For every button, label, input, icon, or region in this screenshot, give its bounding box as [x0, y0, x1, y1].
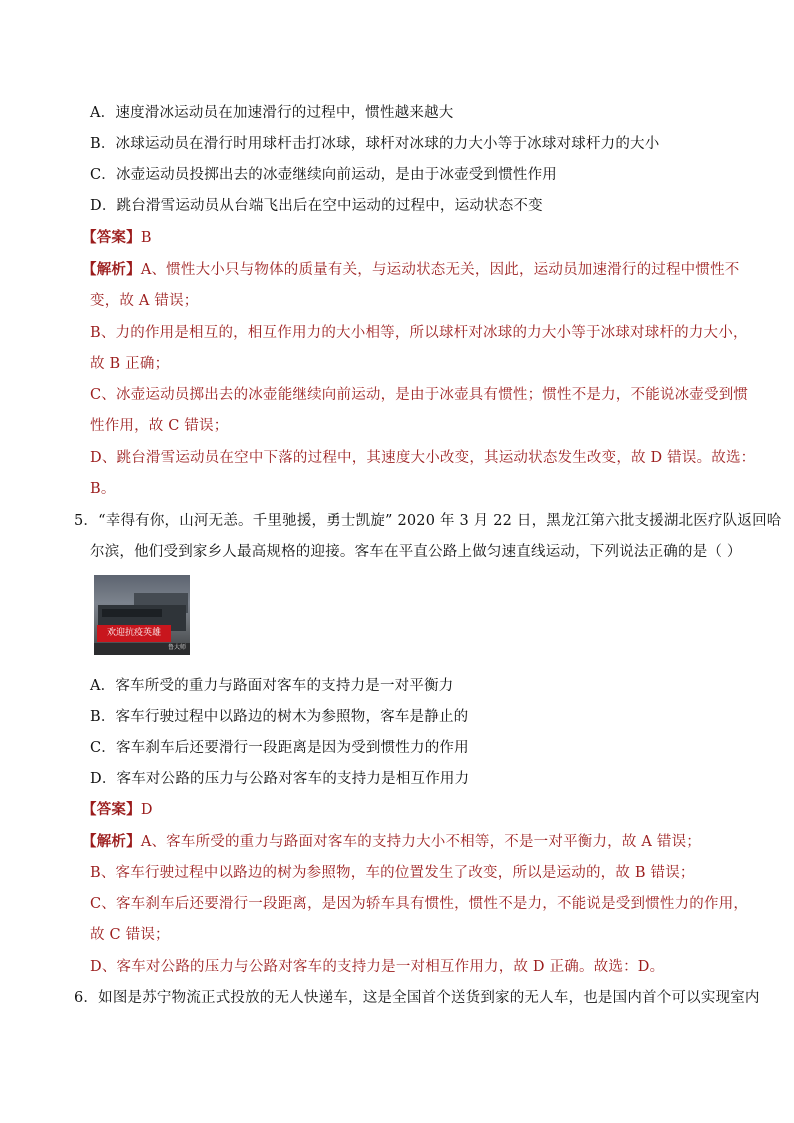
q5-analysis-line: D、客车对公路的压力与公路对客车的支持力是一对相互作用力，故 D 正确。故选：D。 [90, 959, 665, 975]
q5-option-d: D．客车对公路的压力与公路对客车的支持力是相互作用力 [90, 771, 470, 787]
q4-analysis-line: 【解析】A、惯性大小只与物体的质量有关，与运动状态无关，因此，运动员加速滑行的过程中惯性不 [82, 261, 740, 278]
photo-signature: 鲁大师 [167, 644, 186, 651]
q5-analysis-line: 【解析】A、客车所受的重力与路面对客车的支持力大小不相等，不是一对平衡力，故 A 错误； [82, 833, 701, 850]
q5-option-b: B．客车行驶过程中以路边的树木为参照物，客车是静止的 [90, 709, 469, 725]
answer-value: B [140, 230, 152, 246]
q5-option-c: C．客车刹车后还要滑行一段距离是因为受到惯性力的作用 [90, 740, 469, 756]
q4-analysis-line: 性作用，故 C 错误； [90, 418, 229, 434]
q4-analysis-line: 变，故 A 错误； [90, 293, 199, 309]
q5-answer [82, 800, 153, 820]
q4-option-c: C．冰壶运动员投掷出去的冰壶继续向前运动，是由于冰壶受到惯性作用 [90, 167, 557, 183]
answer-value: D [140, 802, 153, 818]
q4-analysis-line: C、冰壶运动员掷出去的冰壶能继续向前运动，是由于冰壶具有惯性；惯性不是力，不能说冰壶受到惯 [90, 387, 749, 403]
bus-photo [94, 575, 190, 655]
answer-tag: 【答案】 [82, 801, 141, 818]
q4-answer [82, 228, 152, 248]
q5-stem-line: 尔滨，他们受到家乡人最高规格的迎接。客车在平直公路上做匀速直线运动，下列说法正确的是（ ） [90, 544, 742, 560]
q4-analysis-line: B、力的作用是相互的，相互作用力的大小相等，所以球杆对冰球的力大小等于冰球对球杆的力大小， [90, 325, 748, 341]
q6-stem-line: 6．如图是苏宁物流正式投放的无人快递车，这是全国首个送货到家的无人车，也是国内首个可以实现室内 [74, 990, 760, 1006]
q5-stem-line: 5．“幸得有你，山河无恙。千里驰援，勇士凯旋” 2020 年 3 月 22 日，黑龙江第六批支援湖北医疗队返回哈 [74, 513, 782, 529]
photo-banner: 欢迎抗疫英雄 [97, 625, 171, 642]
q5-analysis-line: 故 C 错误； [90, 927, 170, 943]
q4-analysis-line: 故 B 正确； [90, 356, 170, 372]
answer-tag: 【答案】 [82, 229, 141, 246]
q4-option-d: D．跳台滑雪运动员从台端飞出后在空中运动的过程中，运动状态不变 [90, 198, 543, 214]
analysis-tag: 【解析】 [82, 261, 141, 278]
q4-analysis-line: D、跳台滑雪运动员在空中下落的过程中，其速度大小改变，其运动状态发生改变，故 D 错误。故选： [90, 450, 756, 466]
q4-option-a: A．速度滑冰运动员在加速滑行的过程中，惯性越来越大 [90, 105, 454, 121]
q5-analysis-line: B、客车行驶过程中以路边的树为参照物，车的位置发生了改变，所以是运动的，故 B 错误； [90, 865, 695, 881]
q5-option-a: A．客车所受的重力与路面对客车的支持力是一对平衡力 [90, 678, 454, 694]
q5-analysis-line: C、客车刹车后还要滑行一段距离，是因为轿车具有惯性，惯性不是力，不能说是受到惯性力的作用， [90, 896, 749, 912]
analysis-tag: 【解析】 [82, 833, 141, 850]
q4-analysis-line: B。 [90, 481, 116, 497]
q4-option-b: B．冰球运动员在滑行时用球杆击打冰球，球杆对冰球的力大小等于冰球对球杆力的大小 [90, 136, 660, 152]
